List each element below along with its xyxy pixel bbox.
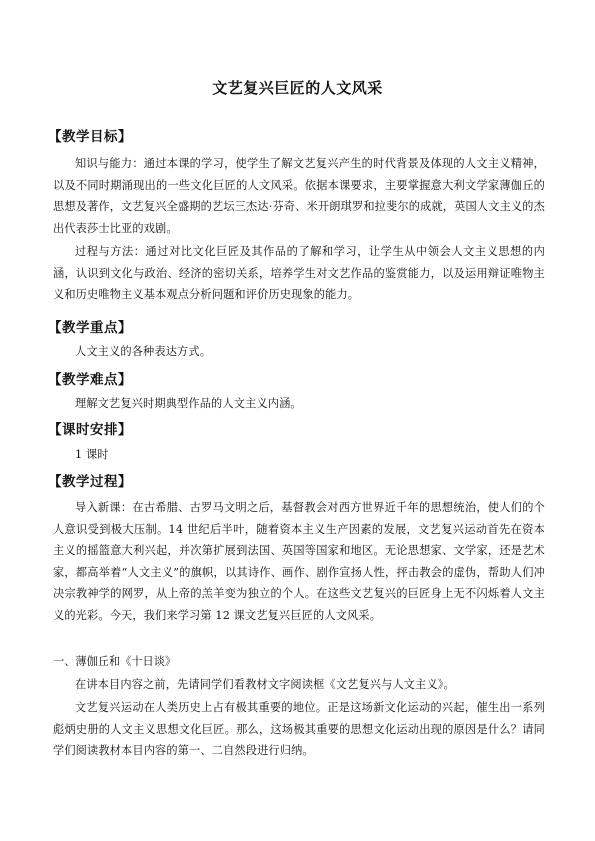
page-title: 文艺复兴巨匠的人文风采: [212, 79, 383, 97]
subsection-heading-boccaccio: 一、薄伽丘和《十日谈》: [53, 655, 177, 668]
process-question-paragraph: 文艺复兴运动在人类历史上占有极其重要的地位。正是这场新文化运动的兴起，催生出一系列彪炳史册的人文主义思想文化巨匠。那么，这场极其重要的思想文化运动出现的原因是什么？请同学们阅读教材本目内容的第一、二自然段进行归纳。: [53, 701, 545, 757]
heading-objectives: 【教学目标】: [48, 129, 132, 145]
objectives-process-paragraph: 过程与方法：通过对比文化巨匠及其作品的了解和学习，让学生从中领会人文主义思想的内涵，认识到文化与政治、经济的密切关系，培养学生对文艺作品的鉴赏能力，以及运用辩证唯物主义和历史唯物主义基本观点分析问题和评价历史现象的能力。: [53, 245, 545, 301]
heading-process: 【教学过程】: [48, 474, 132, 490]
objectives-knowledge-paragraph: 知识与能力：通过本课的学习，使学生了解文艺复兴产生的时代背景及体现的人文主义精神，以及不同时期涌现出的一些文化巨匠的人文风采。依据本课要求，主要掌握意大利文学家薄伽丘的思想及著作，文艺复兴全盛期的艺坛三杰达·芬奇、米开朗琪罗和拉斐尔的成就，英国人文主义的杰出代表莎士比亚的戏剧。: [53, 157, 545, 235]
heading-difficulties: 【教学难点】: [48, 372, 132, 388]
schedule-text: 1 课时: [75, 448, 109, 461]
process-reading-paragraph: 在讲本目内容之前，先请同学们看教材文字阅读框《文艺复兴与人文主义》。: [75, 678, 455, 691]
heading-key-points: 【教学重点】: [48, 320, 132, 336]
difficulties-text: 理解文艺复兴时期典型作品的人文主义内涵。: [75, 397, 302, 410]
process-intro-paragraph: 导入新课：在古希腊、古罗马文明之后，基督教会对西方世界近千年的思想统治，使人们的个人意识受到极大压制。14 世纪后半叶，随着资本主义生产因素的发展，文艺复兴运动首先在资本主义的摇篮意大利兴起，并次第扩展到法国、英国等国家和地区。无论思想家、文学家，还是艺术家，都高举着“人文主义”的旗帜，以其诗作、画作、剧作宣扬人性，抨击教会的虚伪，帮助人们冲决宗教神学的网罗，从上帝的羔羊变为独立的个人。在这些文艺复兴的巨匠身上无不闪烁着人文主义的光彩。今天，我们来学习第 12 课文艺复兴巨匠的人文风采。: [53, 501, 545, 622]
key-points-text: 人文主义的各种表达方式。: [75, 345, 212, 358]
heading-schedule: 【课时安排】: [48, 422, 132, 438]
